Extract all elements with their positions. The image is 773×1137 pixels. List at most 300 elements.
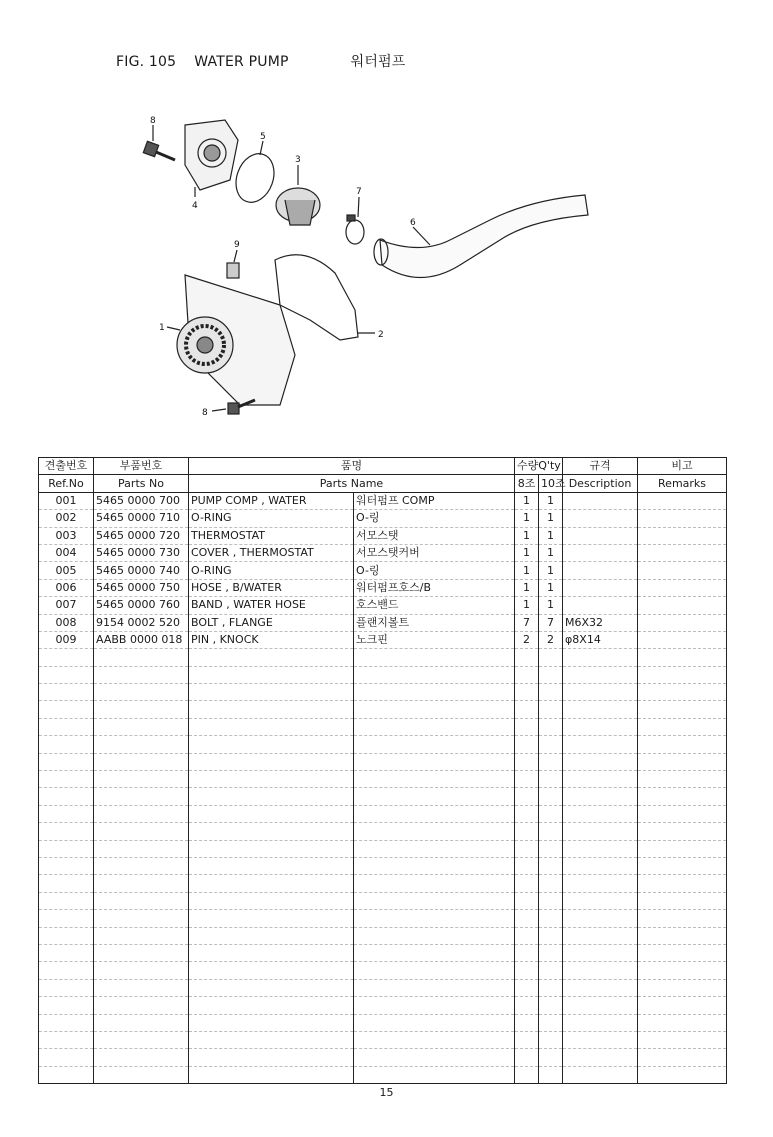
cell-qty-8: 1 [515, 492, 539, 509]
knock-pin-part-icon [227, 263, 239, 278]
cell-name-en: PIN , KNOCK [189, 631, 354, 648]
cell-qty-10 [539, 857, 563, 874]
cell-name-en: THERMOSTAT [189, 527, 354, 544]
cell-name-ko [354, 944, 515, 961]
cell-qty-8: 1 [515, 579, 539, 596]
cell-name-en: HOSE , B/WATER [189, 579, 354, 596]
cell-qty-10 [539, 788, 563, 805]
cell-remarks [638, 631, 727, 648]
cell-qty-8 [515, 962, 539, 979]
cell-remarks [638, 1014, 727, 1031]
cell-parts-no [94, 701, 189, 718]
cell-ref: 001 [39, 492, 94, 509]
cell-spec [563, 875, 638, 892]
cell-spec [563, 788, 638, 805]
cell-qty-10 [539, 684, 563, 701]
cell-name-ko [354, 649, 515, 666]
cell-qty-10 [539, 805, 563, 822]
cell-spec [563, 857, 638, 874]
cell-ref [39, 910, 94, 927]
cell-qty-8 [515, 927, 539, 944]
cell-spec [563, 753, 638, 770]
cell-spec [563, 684, 638, 701]
cell-qty-8: 1 [515, 510, 539, 527]
cell-spec [563, 736, 638, 753]
cell-ref [39, 1014, 94, 1031]
cell-qty-8 [515, 701, 539, 718]
cell-remarks [638, 927, 727, 944]
cell-name-ko [354, 857, 515, 874]
cell-qty-8 [515, 1049, 539, 1066]
empty-table-row [39, 649, 727, 666]
cell-name-en: O-RING [189, 510, 354, 527]
cell-parts-no [94, 805, 189, 822]
cell-spec [563, 562, 638, 579]
cell-qty-10: 1 [539, 597, 563, 614]
col-remarks: Remarks [638, 475, 727, 492]
table-row [39, 614, 727, 631]
cell-name-ko [354, 927, 515, 944]
empty-table-row [39, 823, 727, 840]
cell-qty-8 [515, 736, 539, 753]
cell-parts-no [94, 857, 189, 874]
table-row [39, 527, 727, 544]
cell-qty-8 [515, 997, 539, 1014]
cell-remarks [638, 492, 727, 509]
cell-parts-no [94, 892, 189, 909]
cell-ref [39, 840, 94, 857]
cell-qty-8: 1 [515, 562, 539, 579]
callout-4: 4 [192, 201, 198, 211]
cell-name-en [189, 840, 354, 857]
cell-remarks [638, 875, 727, 892]
cell-name-ko [354, 753, 515, 770]
cell-spec [563, 597, 638, 614]
cell-spec [563, 510, 638, 527]
col-qty-ko: 수량Q'ty [515, 458, 563, 475]
title-english: WATER PUMP [194, 54, 289, 70]
cell-qty-10 [539, 962, 563, 979]
exploded-parts-diagram [130, 105, 610, 435]
empty-table-row [39, 684, 727, 701]
cell-ref [39, 805, 94, 822]
cell-parts-no: 5465 0000 750 [94, 579, 189, 596]
empty-table-row [39, 1014, 727, 1031]
cell-ref [39, 666, 94, 683]
cell-qty-10 [539, 701, 563, 718]
cell-name-ko: 워터펌프 COMP [354, 492, 515, 509]
cell-name-en [189, 875, 354, 892]
cell-name-ko [354, 701, 515, 718]
cell-name-ko [354, 805, 515, 822]
cell-remarks [638, 857, 727, 874]
empty-table-row [39, 805, 727, 822]
callout-9: 9 [234, 240, 240, 250]
cell-name-en [189, 962, 354, 979]
cell-ref [39, 649, 94, 666]
cell-name-ko [354, 979, 515, 996]
cell-parts-no [94, 875, 189, 892]
parts-table [38, 457, 727, 1084]
cell-qty-10: 1 [539, 562, 563, 579]
cell-ref [39, 823, 94, 840]
empty-table-row [39, 1066, 727, 1083]
callout-8-bottom: 8 [202, 408, 208, 418]
cell-parts-no: 5465 0000 760 [94, 597, 189, 614]
cell-name-ko: O-링 [354, 562, 515, 579]
cell-qty-10 [539, 649, 563, 666]
empty-table-row [39, 771, 727, 788]
table-row [39, 510, 727, 527]
cell-parts-no: 5465 0000 740 [94, 562, 189, 579]
cell-remarks [638, 771, 727, 788]
cell-name-en [189, 1066, 354, 1083]
cell-name-ko [354, 771, 515, 788]
cell-remarks [638, 1049, 727, 1066]
cell-parts-no [94, 649, 189, 666]
cell-name-en [189, 701, 354, 718]
cell-name-ko [354, 840, 515, 857]
cell-qty-10: 1 [539, 510, 563, 527]
cell-ref [39, 684, 94, 701]
empty-table-row [39, 718, 727, 735]
cell-qty-10 [539, 979, 563, 996]
cell-remarks [638, 962, 727, 979]
empty-table-row [39, 927, 727, 944]
cell-parts-no [94, 753, 189, 770]
cell-remarks [638, 510, 727, 527]
cell-name-en [189, 1014, 354, 1031]
cell-remarks [638, 979, 727, 996]
cell-remarks [638, 892, 727, 909]
cell-remarks [638, 1031, 727, 1048]
cell-ref [39, 1066, 94, 1083]
cell-name-ko [354, 1031, 515, 1048]
cell-name-ko: 호스밴드 [354, 597, 515, 614]
cell-name-ko [354, 788, 515, 805]
cell-name-en [189, 788, 354, 805]
table-row [39, 597, 727, 614]
cell-ref [39, 718, 94, 735]
cell-parts-no [94, 927, 189, 944]
cell-spec [563, 979, 638, 996]
col-qty-8: 8조 [515, 475, 539, 492]
cell-ref: 004 [39, 544, 94, 561]
cell-name-en [189, 1031, 354, 1048]
figure-number: FIG. 105 [116, 54, 177, 70]
col-name-ko: 품명 [189, 458, 515, 475]
cell-remarks [638, 527, 727, 544]
cell-qty-8 [515, 788, 539, 805]
gasket-part-icon [275, 255, 358, 340]
cell-qty-8 [515, 684, 539, 701]
title-korean: 워터펌프 [350, 54, 406, 70]
cell-parts-no [94, 736, 189, 753]
cell-ref [39, 892, 94, 909]
cell-qty-8 [515, 892, 539, 909]
cell-qty-8 [515, 1031, 539, 1048]
cell-name-ko [354, 1014, 515, 1031]
cell-parts-no: 5465 0000 710 [94, 510, 189, 527]
cell-spec [563, 527, 638, 544]
cell-qty-8: 1 [515, 527, 539, 544]
cell-ref [39, 1031, 94, 1048]
cell-remarks [638, 753, 727, 770]
cell-name-en [189, 805, 354, 822]
cell-qty-10 [539, 823, 563, 840]
cell-parts-no: 9154 0002 520 [94, 614, 189, 631]
o-ring-part-icon [230, 148, 281, 207]
cell-remarks [638, 805, 727, 822]
empty-table-row [39, 910, 727, 927]
cell-name-en: BOLT , FLANGE [189, 614, 354, 631]
diagram-svg [130, 105, 610, 435]
cell-ref: 005 [39, 562, 94, 579]
cell-spec [563, 1049, 638, 1066]
cell-remarks [638, 718, 727, 735]
empty-table-row [39, 857, 727, 874]
cell-ref [39, 736, 94, 753]
table-header-korean [39, 458, 727, 475]
cell-name-en [189, 944, 354, 961]
cell-spec [563, 718, 638, 735]
callout-1: 1 [159, 323, 165, 333]
cell-name-en [189, 1049, 354, 1066]
col-ref: Ref.No [39, 475, 94, 492]
cell-parts-no [94, 944, 189, 961]
cell-parts-no [94, 979, 189, 996]
cell-spec [563, 805, 638, 822]
cell-qty-8 [515, 805, 539, 822]
cell-remarks [638, 701, 727, 718]
cell-parts-no [94, 1031, 189, 1048]
empty-table-row [39, 997, 727, 1014]
cell-spec [563, 823, 638, 840]
cell-name-ko [354, 892, 515, 909]
cell-name-ko: 서모스탯 [354, 527, 515, 544]
cell-name-ko [354, 666, 515, 683]
cell-parts-no [94, 962, 189, 979]
cell-qty-8 [515, 666, 539, 683]
cell-qty-10 [539, 892, 563, 909]
cell-remarks [638, 788, 727, 805]
cell-name-en [189, 857, 354, 874]
page-title [116, 51, 406, 71]
cell-parts-no [94, 788, 189, 805]
thermostat-part-icon [276, 188, 320, 225]
cell-name-en [189, 910, 354, 927]
cell-remarks [638, 736, 727, 753]
cell-parts-no [94, 1049, 189, 1066]
cell-name-ko: 노크핀 [354, 631, 515, 648]
cell-name-en [189, 666, 354, 683]
cell-remarks [638, 579, 727, 596]
col-parts-name: Parts Name [189, 475, 515, 492]
cell-parts-no: 5465 0000 700 [94, 492, 189, 509]
cell-qty-10: 1 [539, 527, 563, 544]
cell-name-ko [354, 910, 515, 927]
cell-name-ko: 서모스탯커버 [354, 544, 515, 561]
cell-parts-no [94, 718, 189, 735]
cell-parts-no [94, 666, 189, 683]
cell-spec [563, 962, 638, 979]
cell-parts-no: 5465 0000 730 [94, 544, 189, 561]
cell-name-ko [354, 718, 515, 735]
cell-ref [39, 1049, 94, 1066]
cell-qty-10: 7 [539, 614, 563, 631]
cell-remarks [638, 544, 727, 561]
cell-qty-8: 1 [515, 544, 539, 561]
cell-parts-no [94, 823, 189, 840]
table-row [39, 544, 727, 561]
cell-name-ko: 워터펌프호스/B [354, 579, 515, 596]
cell-remarks [638, 840, 727, 857]
cell-name-en [189, 753, 354, 770]
cell-name-en [189, 649, 354, 666]
cell-ref: 009 [39, 631, 94, 648]
col-ref-ko: 견출번호 [39, 458, 94, 475]
table-row [39, 492, 727, 509]
cell-spec [563, 492, 638, 509]
cell-ref [39, 875, 94, 892]
cell-ref [39, 962, 94, 979]
cell-spec [563, 944, 638, 961]
table-row [39, 562, 727, 579]
cell-name-en [189, 979, 354, 996]
col-remarks-ko: 비고 [638, 458, 727, 475]
cell-spec [563, 649, 638, 666]
cell-spec [563, 1066, 638, 1083]
cell-qty-10 [539, 997, 563, 1014]
cell-parts-no: AABB 0000 018 [94, 631, 189, 648]
cell-name-ko [354, 875, 515, 892]
cell-name-en [189, 771, 354, 788]
cell-qty-10: 1 [539, 492, 563, 509]
cell-remarks [638, 997, 727, 1014]
cell-remarks [638, 666, 727, 683]
cell-qty-8 [515, 979, 539, 996]
cell-parts-no [94, 1066, 189, 1083]
cell-remarks [638, 597, 727, 614]
cell-spec [563, 701, 638, 718]
table-header-english [39, 475, 727, 492]
cell-qty-8 [515, 718, 539, 735]
cell-name-en [189, 823, 354, 840]
empty-table-row [39, 892, 727, 909]
empty-table-row [39, 944, 727, 961]
callout-7: 7 [356, 187, 362, 197]
cell-name-en [189, 718, 354, 735]
cell-spec [563, 910, 638, 927]
callout-6: 6 [410, 218, 416, 228]
cell-name-en [189, 892, 354, 909]
empty-table-row [39, 788, 727, 805]
cell-qty-10 [539, 718, 563, 735]
cell-parts-no [94, 997, 189, 1014]
empty-table-row [39, 979, 727, 996]
cell-remarks [638, 649, 727, 666]
cell-spec [563, 544, 638, 561]
cell-qty-10 [539, 771, 563, 788]
cell-qty-10 [539, 1049, 563, 1066]
cell-ref [39, 701, 94, 718]
cell-qty-10 [539, 944, 563, 961]
cell-qty-10 [539, 1066, 563, 1083]
cell-qty-10: 1 [539, 579, 563, 596]
cell-remarks [638, 944, 727, 961]
table-row [39, 579, 727, 596]
empty-table-row [39, 1049, 727, 1066]
cell-ref [39, 857, 94, 874]
cell-parts-no: 5465 0000 720 [94, 527, 189, 544]
cell-ref [39, 979, 94, 996]
empty-table-row [39, 701, 727, 718]
cell-qty-10 [539, 927, 563, 944]
cell-ref: 006 [39, 579, 94, 596]
water-pump-part-icon [177, 275, 295, 405]
cell-qty-8 [515, 649, 539, 666]
cell-remarks [638, 684, 727, 701]
cell-spec [563, 927, 638, 944]
cell-spec [563, 666, 638, 683]
cell-qty-10 [539, 875, 563, 892]
cell-remarks [638, 1066, 727, 1083]
cell-parts-no [94, 840, 189, 857]
cell-spec [563, 1031, 638, 1048]
cell-parts-no [94, 684, 189, 701]
cell-qty-8 [515, 753, 539, 770]
col-spec-ko: 규격 [563, 458, 638, 475]
cell-qty-8 [515, 875, 539, 892]
cell-spec [563, 997, 638, 1014]
water-hose-part-icon [374, 195, 588, 278]
cell-qty-10 [539, 736, 563, 753]
thermostat-cover-part-icon [185, 120, 238, 190]
cell-ref [39, 788, 94, 805]
cell-remarks [638, 614, 727, 631]
cell-spec [563, 892, 638, 909]
bolt-part-icon [143, 141, 175, 160]
cell-qty-8 [515, 944, 539, 961]
cell-qty-10 [539, 753, 563, 770]
cell-ref: 002 [39, 510, 94, 527]
cell-name-en [189, 684, 354, 701]
callout-3: 3 [295, 155, 301, 165]
cell-qty-10 [539, 840, 563, 857]
cell-name-en: PUMP COMP , WATER [189, 492, 354, 509]
cell-ref [39, 927, 94, 944]
cell-name-en: COVER , THERMOSTAT [189, 544, 354, 561]
cell-name-en [189, 927, 354, 944]
cell-name-ko [354, 736, 515, 753]
cell-qty-8 [515, 1066, 539, 1083]
cell-qty-8 [515, 823, 539, 840]
cell-spec [563, 1014, 638, 1031]
cell-remarks [638, 562, 727, 579]
cell-spec: M6X32 [563, 614, 638, 631]
empty-table-row [39, 962, 727, 979]
callout-5: 5 [260, 132, 266, 142]
cell-ref [39, 944, 94, 961]
cell-name-ko [354, 1066, 515, 1083]
cell-qty-8 [515, 1014, 539, 1031]
col-parts-no: Parts No [94, 475, 189, 492]
cell-ref [39, 753, 94, 770]
cell-qty-10 [539, 1031, 563, 1048]
cell-name-en: BAND , WATER HOSE [189, 597, 354, 614]
cell-qty-8 [515, 857, 539, 874]
empty-table-row [39, 875, 727, 892]
